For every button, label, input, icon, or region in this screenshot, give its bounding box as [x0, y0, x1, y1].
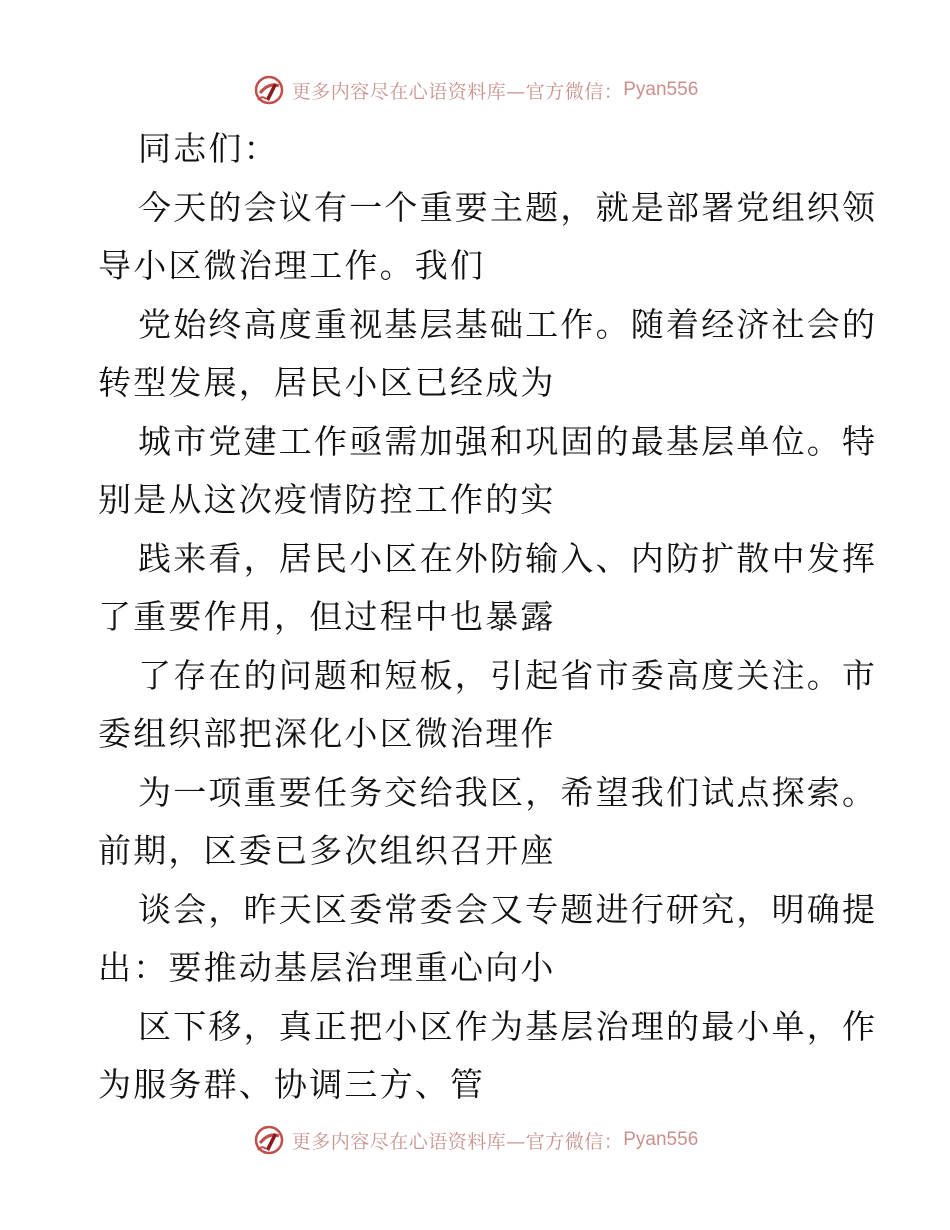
document-line: 党始终高度重视基层基础工作。随着经济社会的 [138, 304, 878, 344]
document-line: 出：要推动基层治理重心向小 [98, 948, 556, 987]
document-line: 城市党建工作亟需加强和巩固的最基层单位。特 [138, 421, 878, 461]
document-line: 了重要作用，但过程中也暴露 [98, 597, 556, 636]
document-body [98, 120, 878, 1115]
document-line: 今天的会议有一个重要主题，就是部署党组织领 [138, 187, 878, 227]
header-watermark-banner [0, 70, 950, 110]
document-line: 为服务群、协调三方、管 [98, 1065, 486, 1104]
footer-watermark-banner [0, 1120, 950, 1160]
document-line: 导小区微治理工作。我们 [98, 246, 486, 285]
document-line: 转型发展，居民小区已经成为 [98, 363, 556, 402]
document-line: 践来看，居民小区在外防输入、内防扩散中发挥 [138, 538, 878, 578]
banner-wechat-id: Pyan556 [623, 79, 699, 100]
document-line: 别是从这次疫情防控工作的实 [98, 480, 556, 519]
document-line: 谈会，昨天区委常委会又专题进行研究，明确提 [138, 889, 878, 929]
banner-text: 更多内容尽在心语资料库—官方微信： [291, 1130, 624, 1153]
banner-text: 更多内容尽在心语资料库—官方微信： [291, 80, 624, 103]
document-line: 委组织部把深化小区微治理作 [98, 714, 556, 753]
pen-logo-icon [252, 1123, 286, 1157]
document-line: 为一项重要任务交给我区，希望我们试点探索。 [138, 772, 878, 812]
document-line: 区下移，真正把小区作为基层治理的最小单，作 [138, 1006, 878, 1046]
document-line: 同志们： [138, 129, 279, 168]
document-line: 了存在的问题和短板，引起省市委高度关注。市 [138, 655, 878, 695]
banner-wechat-id: Pyan556 [623, 1129, 699, 1150]
document-line: 前期，区委已多次组织召开座 [98, 831, 556, 870]
pen-logo-icon [252, 73, 286, 107]
